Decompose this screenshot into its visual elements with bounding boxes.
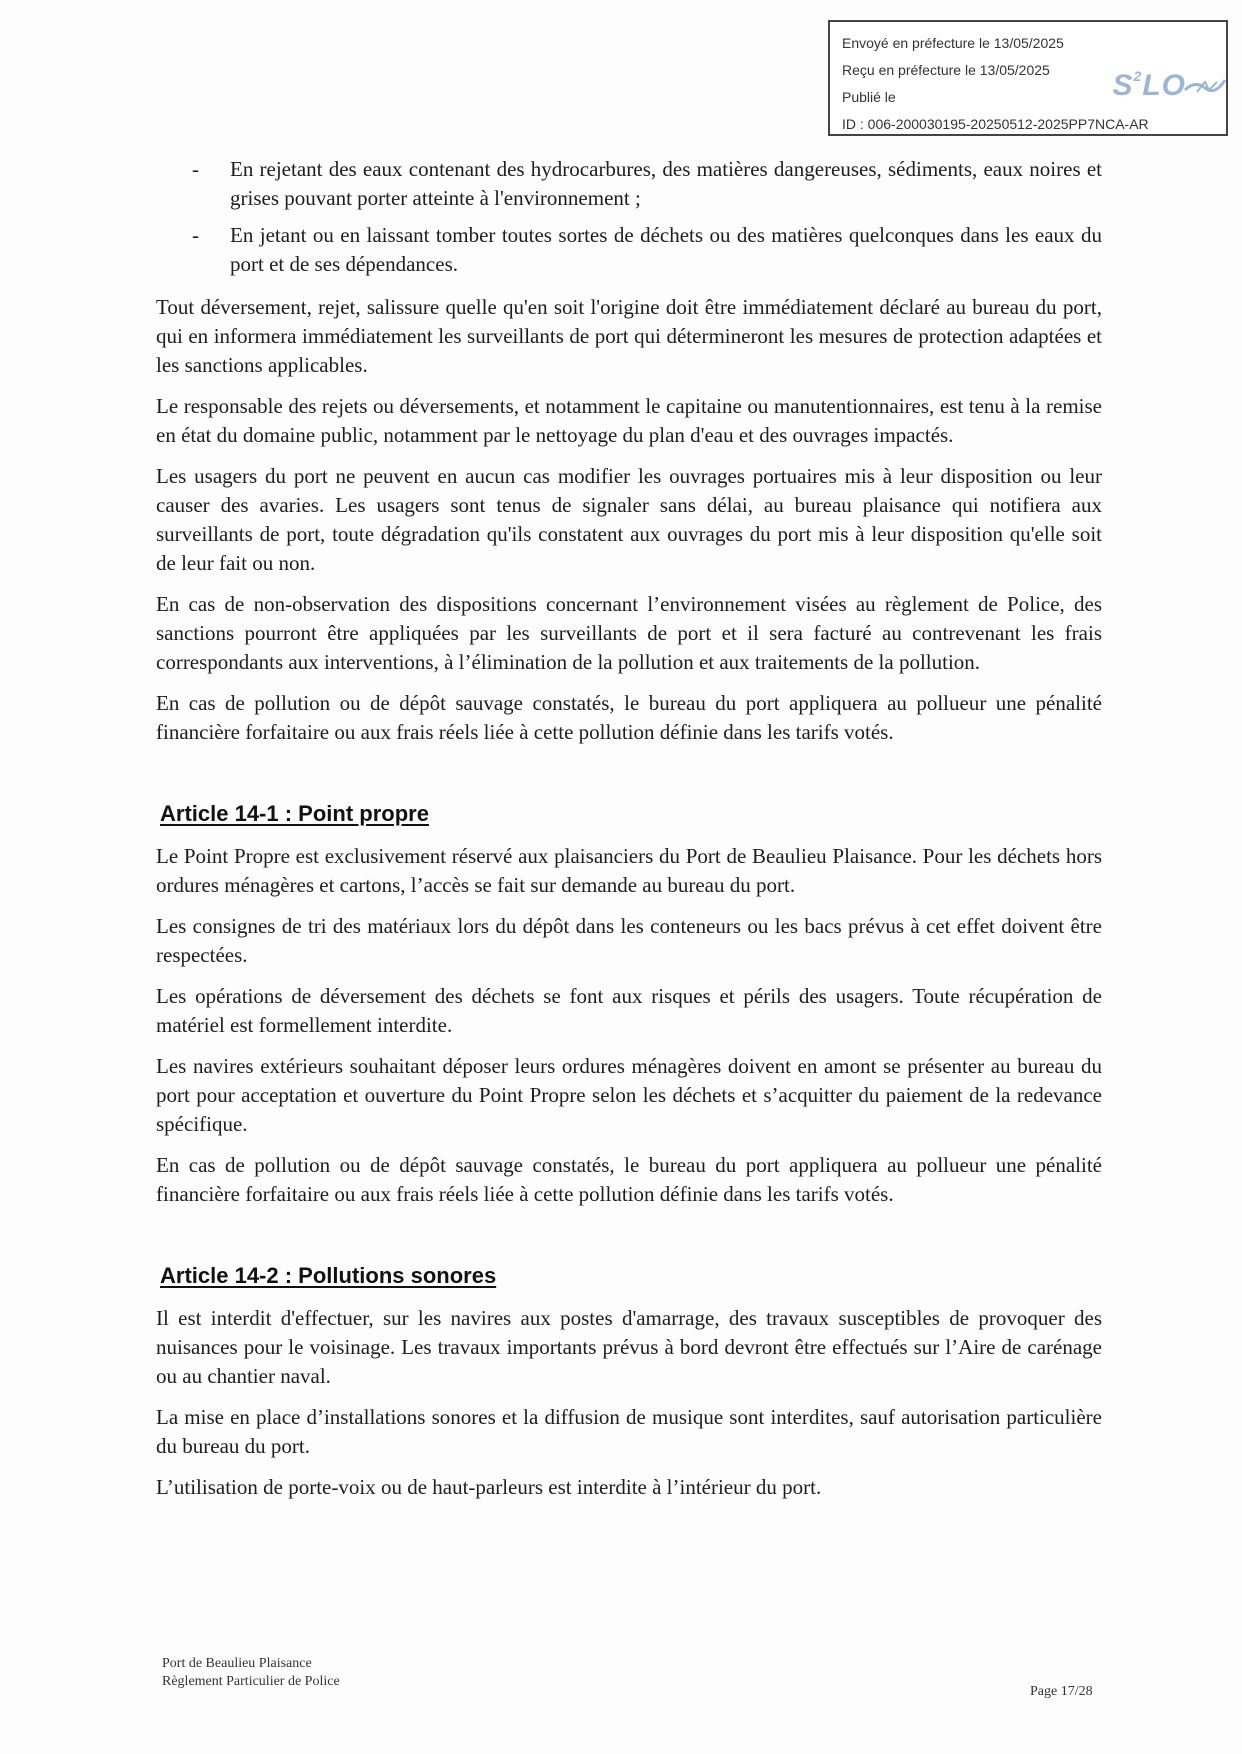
bullet-dash: - bbox=[192, 223, 199, 247]
page-footer bbox=[162, 1655, 340, 1691]
swoosh-icon bbox=[1183, 76, 1227, 96]
stamp-id: ID : 006-200030195-20250512-2025PP7NCA-AR bbox=[842, 116, 1149, 132]
paragraph: En cas de pollution ou de dépôt sauvage constatés, le bureau du port appliquera au pollueur une pénalité financière forfaitaire ou aux frais réels liée à cette pollution définie dans les tarifs votés. bbox=[156, 1153, 1102, 1206]
paragraph: Tout déversement, rejet, salissure quelle qu'en soit l'origine doit être immédiatement déclaré au bureau du port, qui en informera immédiatement les surveillants de port qui détermineront les mesures de protection adaptées et les sanctions applicables. bbox=[156, 295, 1102, 377]
stamp-received: Reçu en préfecture le 13/05/2025 bbox=[842, 62, 1050, 78]
stamp-published: Publié le bbox=[842, 89, 896, 105]
prefecture-stamp bbox=[828, 20, 1228, 136]
paragraph: La mise en place d’installations sonores et la diffusion de musique sont interdites, sauf autorisation particulière du bureau du port. bbox=[156, 1405, 1102, 1458]
bullet-text: En jetant ou en laissant tomber toutes sortes de déchets ou des matières quelconques dans les eaux du port et de ses dépendances. bbox=[230, 223, 1102, 276]
bullet-text: En rejetant des eaux contenant des hydrocarbures, des matières dangereuses, sédiments, eaux noires et grises pouvant porter atteinte à l'environnement ; bbox=[230, 157, 1102, 210]
footer-document-title: Règlement Particulier de Police bbox=[162, 1674, 340, 1689]
s2low-logo: $S^2LO$ bbox=[1113, 68, 1186, 103]
list-item bbox=[156, 155, 1102, 213]
article-14-1-heading: Article 14-1 : Point propre bbox=[160, 801, 429, 826]
bullet-dash: - bbox=[192, 157, 199, 181]
page-number: Page 17/28 bbox=[1030, 1684, 1093, 1699]
list-item bbox=[156, 221, 1102, 279]
paragraph: L’utilisation de porte-voix ou de haut-parleurs est interdite à l’intérieur du port. bbox=[156, 1475, 822, 1499]
document-body bbox=[156, 155, 1102, 1514]
stamp-sent: Envoyé en préfecture le 13/05/2025 bbox=[842, 35, 1064, 51]
paragraph: Le responsable des rejets ou déversements, et notamment le capitaine ou manutentionnaires, est tenu à la remise en état du domaine public, notamment par le nettoyage du plan d'eau et des ouvrages impactés. bbox=[156, 394, 1102, 447]
paragraph: Les consignes de tri des matériaux lors du dépôt dans les conteneurs ou les bacs prévus à cet effet doivent être respectées. bbox=[156, 914, 1102, 967]
paragraph: En cas de pollution ou de dépôt sauvage constatés, le bureau du port appliquera au pollueur une pénalité financière forfaitaire ou aux frais réels liée à cette pollution définie dans les tarifs votés. bbox=[156, 691, 1102, 744]
footer-port-name: Port de Beaulieu Plaisance bbox=[162, 1656, 312, 1671]
paragraph: Il est interdit d'effectuer, sur les navires aux postes d'amarrage, des travaux susceptibles de provoquer des nuisances pour le voisinage. Les travaux importants prévus à bord devront être effectués sur l’Aire de carénage ou au chantier naval. bbox=[156, 1306, 1102, 1388]
paragraph: Les navires extérieurs souhaitant déposer leurs ordures ménagères doivent en amont se présenter au bureau du port pour acceptation et ouverture du Point Propre selon les déchets et s’acquitter du paiement de la redevance spécifique. bbox=[156, 1054, 1102, 1136]
paragraph: Le Point Propre est exclusivement réservé aux plaisanciers du Port de Beaulieu Plaisance. Pour les déchets hors ordures ménagères et cartons, l’accès se fait sur demande au bureau du port. bbox=[156, 844, 1102, 897]
paragraph: Les usagers du port ne peuvent en aucun cas modifier les ouvrages portuaires mis à leur disposition ou leur causer des avaries. Les usagers sont tenus de signaler sans délai, au bureau plaisance qui notifiera aux surveillants de port, toute dégradation qu'ils constatent aux ouvrages du port mis à leur disposition qu'elle soit de leur fait ou non. bbox=[156, 464, 1102, 575]
article-14-2-heading: Article 14-2 : Pollutions sonores bbox=[160, 1263, 497, 1288]
paragraph: Les opérations de déversement des déchets se font aux risques et périls des usagers. Toute récupération de matériel est formellement interdite. bbox=[156, 984, 1102, 1037]
paragraph: En cas de non-observation des dispositions concernant l’environnement visées au règlement de Police, des sanctions pourront être appliquées par les surveillants de port et il sera facturé au contrevenant les frais correspondants aux interventions, à l’élimination de la pollution et aux traitements de la pollution. bbox=[156, 592, 1102, 674]
